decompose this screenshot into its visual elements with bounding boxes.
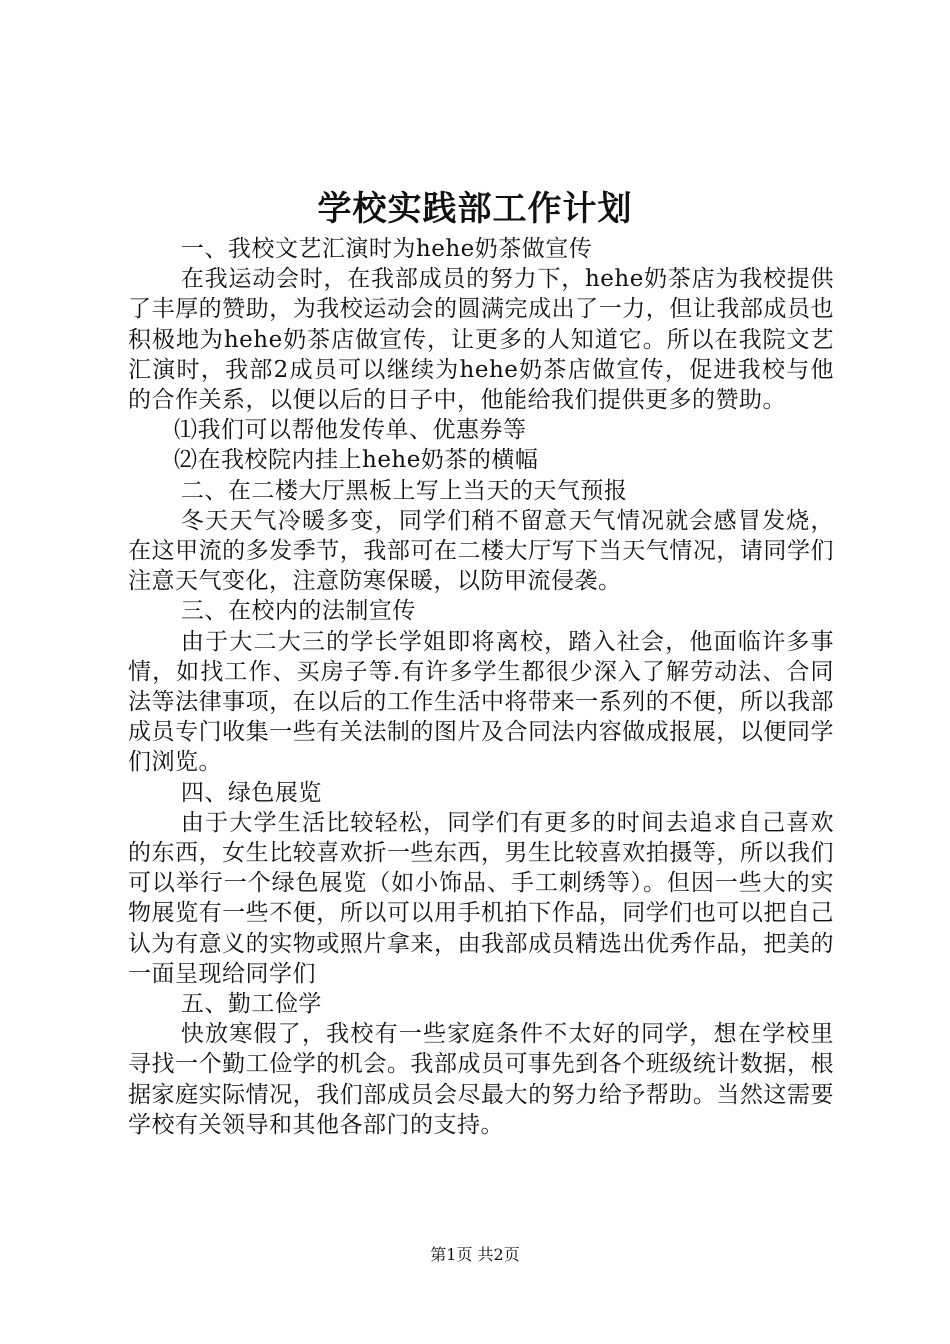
section-heading: 一、我校文艺汇演时为hehe奶茶做宣传 [180, 236, 593, 262]
page-footer: 第1页 共2页 [430, 1245, 520, 1264]
paragraph: 由于大学生活比较轻松，同学们有更多的时间去追求自己喜欢的东西，女生比较喜欢折一些东西，男生比较喜欢拍摄等，所以我们可以举行一个绿色展览（如小饰品、手工刺绣等）。但因一些大的实物展览有一些不便，所以可以用手机拍下作品，同学们也可以把自己认为有意义的实物或照片拿来，由我部成员精选出优秀作品，把美的一面呈现给同学们 [128, 809, 834, 987]
section-heading: 二、在二楼大厅黑板上写上当天的天气预报 [180, 477, 628, 504]
paragraph: 在我运动会时，在我部成员的努力下，hehe奶茶店为我校提供了丰厚的赞助，为我校运动会的圆满完成出了一力，但让我部成员也积极地为hehe奶茶店做宣传，让更多的人知道它。所以在我院文艺汇演时，我部2成员可以继续为hehe奶茶店做宣传，促进我校与他的合作关系，以便以后的日子中，他能给我们提供更多的赞助。 [128, 266, 834, 414]
section-heading: 五、勤工俭学 [180, 991, 322, 1018]
document-body [128, 234, 834, 1140]
section-heading: 三、在校内的法制宣传 [180, 598, 416, 625]
list-item: ⑴我们可以帮他发传单、优惠券等 [174, 417, 527, 444]
document-title: 学校实践部工作计划 [317, 189, 633, 229]
section-heading: 四、绿色展览 [180, 779, 322, 806]
list-item: ⑵在我校院内挂上hehe奶茶的横幅 [174, 447, 539, 474]
paragraph: 快放寒假了，我校有一些家庭条件不太好的同学，想在学校里寻找一个勤工俭学的机会。我部成员可事先到各个班级统计数据，根据家庭实际情况，我们部成员会尽最大的努力给予帮助。当然这需要学校有关领导和其他各部门的支持。 [128, 1021, 834, 1138]
paragraph: 由于大二大三的学长学姐即将离校，踏入社会，他面临许多事情，如找工作、买房子等.有许多学生都很少深入了解劳动法、合同法等法律事项，在以后的工作生活中将带来一系列的不便，所以我部成员专门收集一些有关法制的图片及合同法内容做成报展，以便同学们浏览。 [128, 628, 834, 776]
paragraph: 冬天天气冷暖多变，同学们稍不留意天气情况就会感冒发烧，在这甲流的多发季节，我部可在二楼大厅写下当天气情况，请同学们注意天气变化，注意防寒保暖，以防甲流侵袭。 [128, 507, 834, 595]
